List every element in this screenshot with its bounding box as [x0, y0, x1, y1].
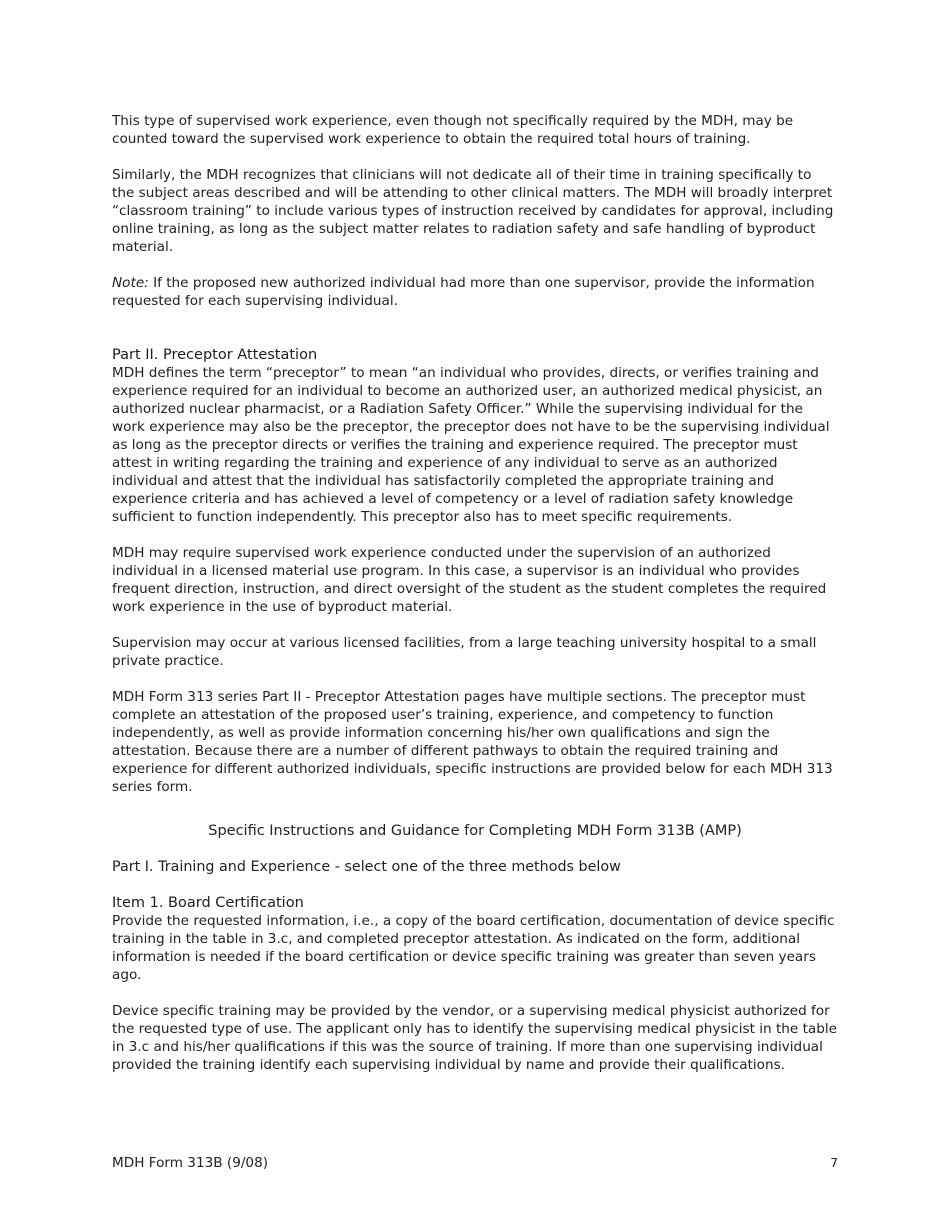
part1-heading: Part I. Training and Experience - select one of the three methods below	[112, 859, 621, 875]
paragraph-form-series: MDH Form 313 series Part II - Preceptor Attestation pages have multiple sections. The preceptor must complete an attestation of the proposed user’s training, experience, and competency to function independently, as well as provide information concerning his/her own qualifications and sign the attestation. Because there are a number of different pathways to obtain the required training and experience for different authorized individuals, specific instructions are provided below for each MDH 313 series form.	[112, 689, 833, 795]
note-paragraph	[112, 274, 838, 310]
note-label: Note:	[112, 275, 149, 291]
paragraph-supervision-facilities: Supervision may occur at various licensed facilities, from a large teaching university hospital to a small private practice.	[112, 635, 817, 669]
page-footer	[112, 1155, 838, 1171]
specific-instructions-title: Specific Instructions and Guidance for Completing MDH Form 313B (AMP)	[208, 823, 742, 839]
paragraph-preceptor-definition: MDH defines the term “preceptor” to mean “an individual who provides, directs, or verifies training and experience required for an individual to become an authorized user, an authorized medical physicist, an authorized nuclear pharmacist, or a Radiation Safety Officer.” While the supervising individual for the work experience may also be the preceptor, the preceptor does not have to be the supervising individual as long as the preceptor directs or verifies the training and experience required. The preceptor must attest in writing regarding the training and experience of any individual to serve as an authorized individual and attest that the individual has satisfactorily completed the appropriate training and experience criteria and has achieved a level of competency or a level of radiation safety knowledge sufficient to function independently. This preceptor also has to meet specific requirements.	[112, 365, 830, 525]
note-text: If the proposed new authorized individual had more than one supervisor, provide the information requested for each supervising individual.	[112, 275, 815, 309]
page-number: 7	[830, 1156, 838, 1170]
part2-heading: Part II. Preceptor Attestation	[112, 347, 318, 363]
paragraph-board-certification: Provide the requested information, i.e., a copy of the board certification, documentation of device specific training in the table in 3.c, and completed preceptor attestation. As indicated on the form, additional information is needed if the board certification or device specific training was greater than seven years ago.	[112, 913, 835, 983]
footer-form-id: MDH Form 313B (9/08)	[112, 1155, 269, 1171]
paragraph-classroom-training: Similarly, the MDH recognizes that clinicians will not dedicate all of their time in training specifically to the subject areas described and will be attending to other clinical matters. The MDH will broadly interpret “classroom training” to include various types of instruction received by candidates for approval, including online training, as long as the subject matter relates to radiation safety and safe handling of byproduct material.	[112, 167, 834, 255]
document-page	[112, 112, 838, 1092]
item1-heading: Item 1. Board Certification	[112, 895, 304, 911]
paragraph-supervised-work: This type of supervised work experience, even though not specifically required by the MDH, may be counted toward the supervised work experience to obtain the required total hours of training.	[112, 113, 794, 147]
paragraph-device-training: Device specific training may be provided by the vendor, or a supervising medical physicist authorized for the requested type of use. The applicant only has to identify the supervising medical physicist in the table in 3.c and his/her qualifications if this was the source of training. If more than one supervising individual provided the training identify each supervising individual by name and provide their qualifications.	[112, 1003, 838, 1073]
paragraph-supervised-experience: MDH may require supervised work experience conducted under the supervision of an authorized individual in a licensed material use program. In this case, a supervisor is an individual who provides frequent direction, instruction, and direct oversight of the student as the student completes the required work experience in the use of byproduct material.	[112, 545, 827, 615]
